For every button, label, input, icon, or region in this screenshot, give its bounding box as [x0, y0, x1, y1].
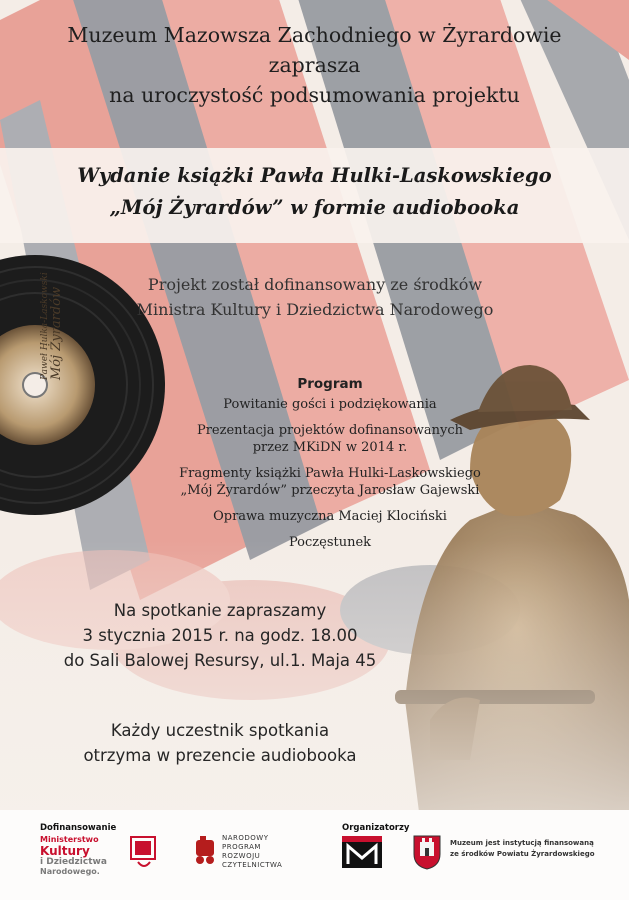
funding-note [85, 272, 545, 322]
museum-name: Muzeum Mazowsza Zachodniego w Żyrardowie [67, 23, 562, 47]
invites-word: zaprasza [268, 53, 361, 77]
cd-label [40, 272, 62, 380]
county-coat-of-arms-icon [412, 834, 442, 870]
ministry-logo-line: Ministerstwo [40, 835, 99, 844]
meeting-date-time: 3 stycznia 2015 r. na godz. 18.00 [82, 626, 358, 645]
ministry-logo [40, 835, 107, 877]
funding-line-2: Ministra Kultury i Dziedzictwa Narodowego [136, 300, 494, 319]
publication-title [0, 160, 629, 224]
program-heading: Program [297, 376, 363, 392]
polish-radio-logo-icon [130, 836, 158, 872]
title-line-1: Wydanie książki Pawła Hulki-Laskowskiego [77, 164, 552, 187]
locomotive-icon [192, 836, 218, 866]
museum-funding-line-1: Muzeum jest instytucją finansowaną [450, 839, 594, 847]
program-item: przez MKiDN w 2014 r. [252, 440, 408, 455]
gift-line-1: Każdy uczestnik spotkania [110, 721, 330, 740]
meeting-venue: do Sali Balowej Resursy, ul.1. Maja 45 [63, 651, 377, 670]
npr-logo-line: ROZWOJU [222, 852, 261, 860]
program-section [130, 376, 530, 560]
npr-logo [222, 834, 282, 870]
program-item: Prezentacja projektów dofinansowanych [196, 423, 464, 438]
gift-note [20, 718, 420, 768]
cd-label-author: Paweł Hulka-Laskowski [40, 272, 50, 380]
event-description: na uroczystość podsumowania projektu [109, 83, 520, 107]
npr-logo-line: CZYTELNICTWA [222, 861, 283, 869]
ministry-logo-line: i Dziedzictwa [40, 857, 107, 867]
museum-m-logo-icon [342, 836, 382, 868]
program-item: Fragmenty książki Pawła Hulki-Laskowskiego [179, 466, 481, 481]
npr-logo-line: NARODOWY [222, 834, 269, 842]
program-item: Oprawa muzyczna Maciej Klociński [213, 509, 447, 524]
title-line-2: „Mój Żyrardów” w formie audiobooka [109, 196, 520, 219]
ministry-logo-line: Narodowego. [40, 867, 100, 876]
cd-label-title: Mój Żyrardów [49, 286, 64, 380]
program-item: Powitanie gości i podziękowania [223, 397, 437, 412]
museum-funding-note [450, 838, 620, 860]
cofinanced-label: Dofinansowanie [40, 823, 117, 833]
program-item: „Mój Żyrardów” przeczyta Jarosław Gajewski [180, 483, 480, 498]
meeting-line-1: Na spotkanie zapraszamy [113, 601, 327, 620]
meeting-info [20, 598, 420, 673]
organizers-label: Organizatorzy [342, 823, 410, 833]
program-item: Poczęstunek [288, 535, 372, 550]
ministry-logo-line: Kultury [40, 844, 90, 858]
gift-line-2: otrzyma w prezencie audiobooka [83, 746, 357, 765]
invitation-header [0, 20, 629, 110]
npr-logo-line: PROGRAM [222, 843, 261, 851]
funding-line-1: Projekt został dofinansowany ze środków [147, 275, 483, 294]
museum-funding-line-2: ze środków Powiatu Żyrardowskiego [450, 850, 595, 858]
